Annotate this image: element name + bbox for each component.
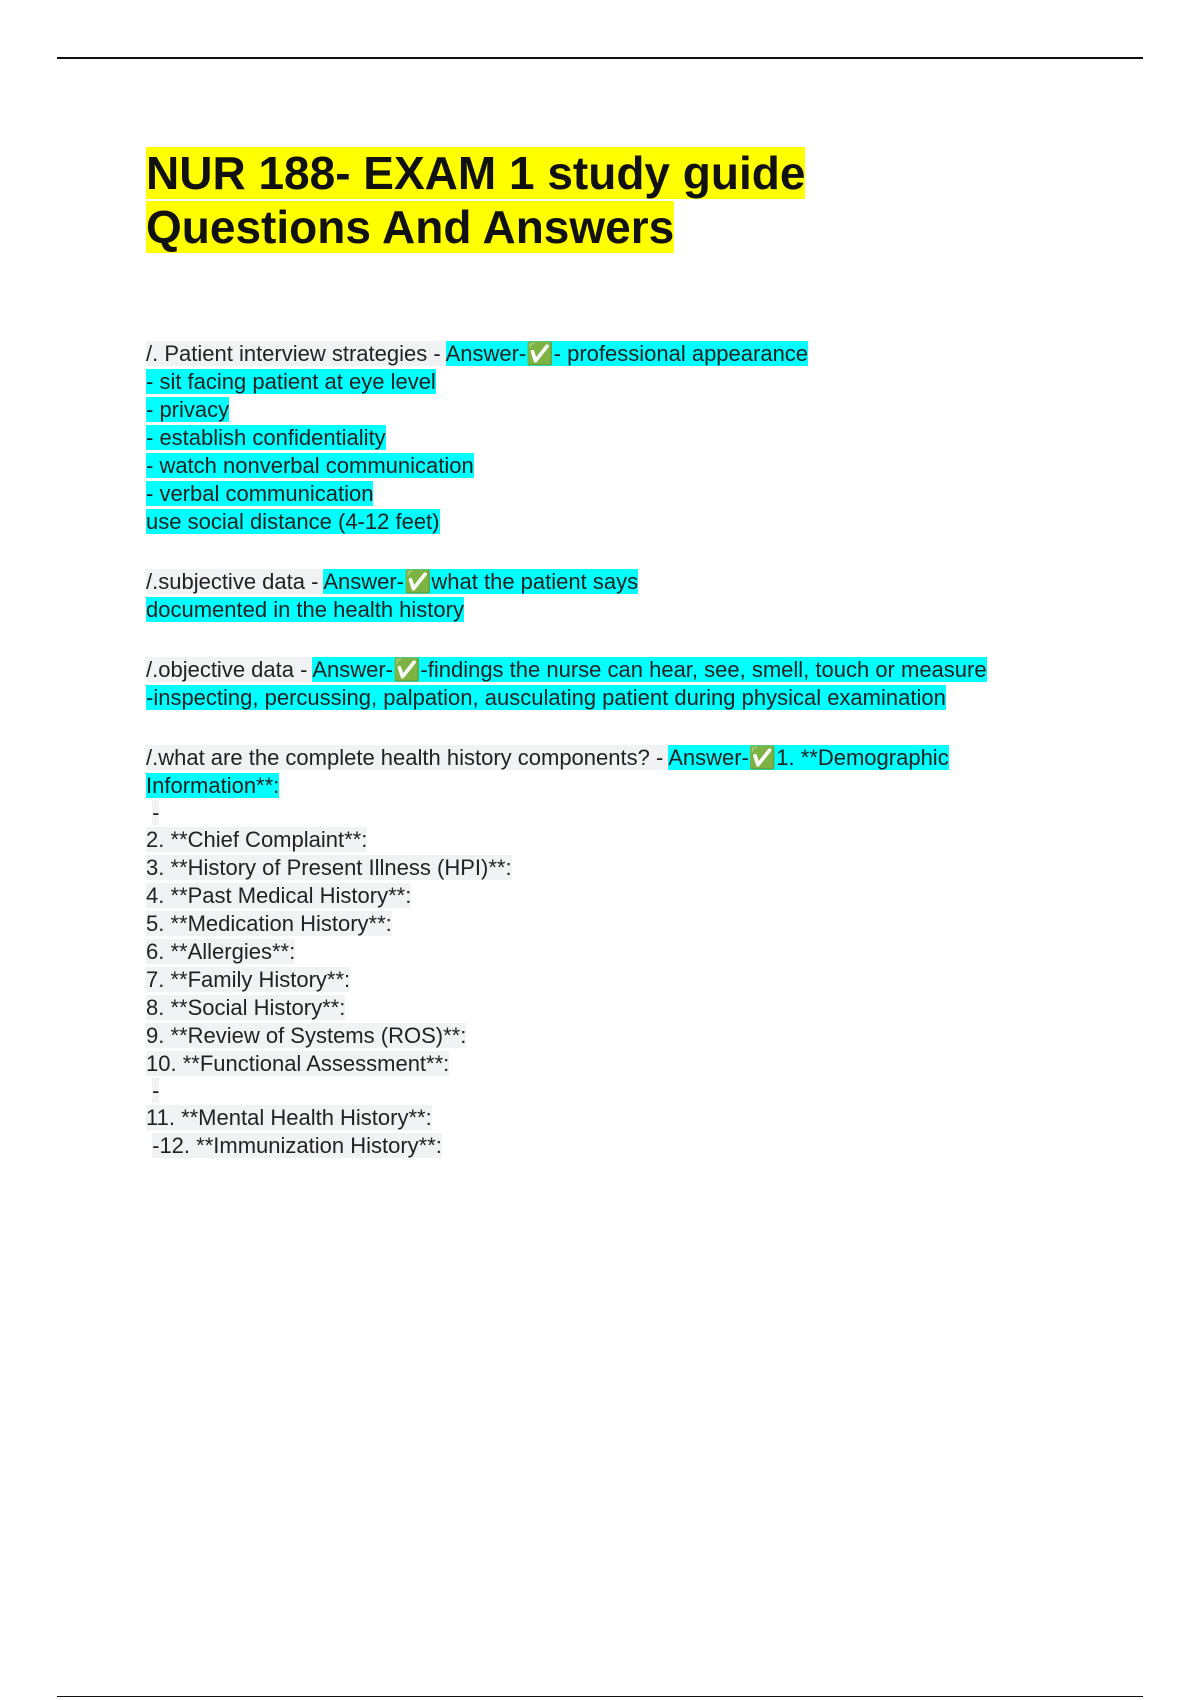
answer-text: Information**: <box>146 773 280 798</box>
list-item <box>146 1050 1086 1078</box>
qa-block-interview <box>146 340 1086 536</box>
dash-line <box>146 800 1086 826</box>
list-item <box>146 854 1086 882</box>
list-item <box>146 1022 1086 1050</box>
bottom-rule <box>57 1696 1143 1697</box>
list-item-text: 9. **Review of Systems (ROS)**: <box>146 1023 467 1048</box>
answer-text: Answer-✅- professional appearance <box>445 341 809 366</box>
answer-text: - sit facing patient at eye level <box>146 369 436 394</box>
qa-line <box>146 340 1086 368</box>
question-text: /.what are the complete health history components? - <box>146 745 669 770</box>
qa-line <box>146 480 1086 508</box>
question-text: /. Patient interview strategies - <box>146 341 446 366</box>
qa-line <box>146 744 1086 772</box>
list-item-text: 10. **Functional Assessment**: <box>146 1051 450 1076</box>
title-line-1: NUR 188- EXAM 1 study guide <box>146 147 806 199</box>
list-item <box>146 1132 1086 1160</box>
answer-text: Answer-✅what the patient says <box>323 569 639 594</box>
qa-line <box>146 772 1086 800</box>
dash-line <box>146 1078 1086 1104</box>
list-item <box>146 966 1086 994</box>
list-item-text: 3. **History of Present Illness (HPI)**: <box>146 855 512 880</box>
qa-line <box>146 396 1086 424</box>
list-item-text: 4. **Past Medical History**: <box>146 883 412 908</box>
list-item <box>146 994 1086 1022</box>
qa-line <box>146 368 1086 396</box>
top-rule <box>57 57 1143 59</box>
qa-line <box>146 424 1086 452</box>
question-text: /.objective data - <box>146 657 313 682</box>
dash-text: - <box>152 1078 160 1103</box>
list-item-text: 11. **Mental Health History**: <box>146 1105 432 1130</box>
answer-text: - watch nonverbal communication <box>146 453 474 478</box>
list-item-text: 5. **Medication History**: <box>146 911 392 936</box>
list-item <box>146 826 1086 854</box>
answer-text: - verbal communication <box>146 481 374 506</box>
qa-line <box>146 452 1086 480</box>
qa-line <box>146 596 1086 624</box>
list-item-text: 2. **Chief Complaint**: <box>146 827 368 852</box>
qa-content <box>146 340 1086 1160</box>
answer-text: documented in the health history <box>146 597 464 622</box>
qa-line <box>146 508 1086 536</box>
list-item-text: 7. **Family History**: <box>146 967 351 992</box>
answer-text: Answer-✅1. **Demographic <box>668 745 949 770</box>
list-item <box>146 910 1086 938</box>
dash-text: - <box>152 800 160 825</box>
answer-text: Answer-✅-findings the nurse can hear, see, smell, touch or measure <box>312 657 987 682</box>
list-item-text: 6. **Allergies**: <box>146 939 296 964</box>
list-item-text: 8. **Social History**: <box>146 995 346 1020</box>
title-line-2: Questions And Answers <box>146 201 675 253</box>
answer-text: - privacy <box>146 397 230 422</box>
answer-text: - establish confidentiality <box>146 425 386 450</box>
qa-block-subjective <box>146 568 1086 624</box>
answer-text: use social distance (4-12 feet) <box>146 509 440 534</box>
answer-text: -inspecting, percussing, palpation, ausculating patient during physical examination <box>146 685 946 710</box>
qa-line <box>146 568 1086 596</box>
list-item <box>146 938 1086 966</box>
qa-line <box>146 684 1086 712</box>
qa-block-health-history <box>146 744 1086 1160</box>
qa-block-objective <box>146 656 1086 712</box>
question-text: /.subjective data - <box>146 569 324 594</box>
list-item <box>146 882 1086 910</box>
list-item <box>146 1104 1086 1132</box>
document-title <box>146 146 805 254</box>
qa-line <box>146 656 1086 684</box>
list-item-text: -12. **Immunization History**: <box>152 1133 442 1158</box>
